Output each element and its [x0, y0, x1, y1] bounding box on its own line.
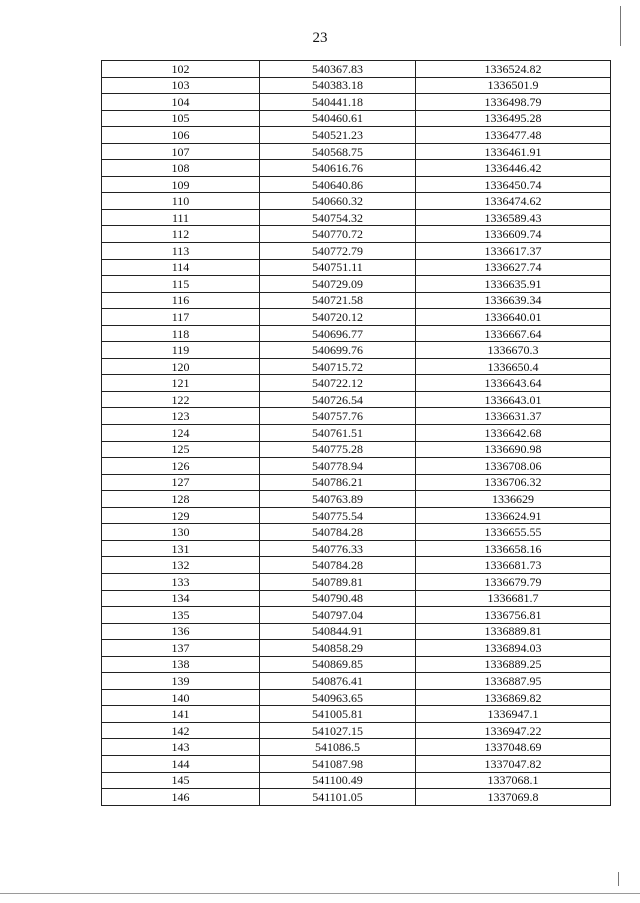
x-coordinate-cell: 540786.21 — [260, 474, 416, 491]
x-coordinate-cell: 541005.81 — [260, 706, 416, 723]
y-coordinate-cell: 1336627.74 — [416, 259, 611, 276]
point-number-cell: 131 — [102, 540, 260, 557]
y-coordinate-cell: 1336679.79 — [416, 573, 611, 590]
y-coordinate-cell: 1336495.28 — [416, 110, 611, 127]
table-row — [102, 789, 611, 806]
x-coordinate-cell: 540776.33 — [260, 540, 416, 557]
point-number-cell: 118 — [102, 325, 260, 342]
table-row — [102, 358, 611, 375]
y-coordinate-cell: 1336643.01 — [416, 391, 611, 408]
page-number: 23 — [312, 30, 328, 46]
table-row — [102, 607, 611, 624]
table-row — [102, 573, 611, 590]
scan-mark-right-top — [620, 6, 621, 46]
x-coordinate-cell: 540751.11 — [260, 259, 416, 276]
x-coordinate-cell: 540460.61 — [260, 110, 416, 127]
x-coordinate-cell: 540699.76 — [260, 342, 416, 359]
table-row — [102, 193, 611, 210]
table-row — [102, 342, 611, 359]
y-coordinate-cell: 1336474.62 — [416, 193, 611, 210]
table-row — [102, 160, 611, 177]
x-coordinate-cell: 540844.91 — [260, 623, 416, 640]
table-row — [102, 706, 611, 723]
y-coordinate-cell: 1336609.74 — [416, 226, 611, 243]
x-coordinate-cell: 540763.89 — [260, 491, 416, 508]
table-row — [102, 458, 611, 475]
y-coordinate-cell: 1336889.25 — [416, 656, 611, 673]
table-row — [102, 259, 611, 276]
table-row — [102, 739, 611, 756]
table-row — [102, 474, 611, 491]
y-coordinate-cell: 1337048.69 — [416, 739, 611, 756]
point-number-cell: 115 — [102, 276, 260, 293]
table-row — [102, 441, 611, 458]
y-coordinate-cell: 1337068.1 — [416, 772, 611, 789]
table-row — [102, 61, 611, 78]
point-number-cell: 132 — [102, 557, 260, 574]
table-row — [102, 491, 611, 508]
y-coordinate-cell: 1336498.79 — [416, 94, 611, 111]
point-number-cell: 105 — [102, 110, 260, 127]
point-number-cell: 107 — [102, 143, 260, 160]
point-number-cell: 110 — [102, 193, 260, 210]
x-coordinate-cell: 541100.49 — [260, 772, 416, 789]
y-coordinate-cell: 1336947.22 — [416, 722, 611, 739]
y-coordinate-cell: 1336446.42 — [416, 160, 611, 177]
x-coordinate-cell: 540726.54 — [260, 391, 416, 408]
point-number-cell: 134 — [102, 590, 260, 607]
x-coordinate-cell: 540797.04 — [260, 607, 416, 624]
y-coordinate-cell: 1336629 — [416, 491, 611, 508]
point-number-cell: 141 — [102, 706, 260, 723]
table-row — [102, 292, 611, 309]
y-coordinate-cell: 1336642.68 — [416, 425, 611, 442]
table-row — [102, 507, 611, 524]
y-coordinate-cell: 1336658.16 — [416, 540, 611, 557]
point-number-cell: 139 — [102, 673, 260, 690]
x-coordinate-cell: 541027.15 — [260, 722, 416, 739]
x-coordinate-cell: 540963.65 — [260, 689, 416, 706]
y-coordinate-cell: 1336889.81 — [416, 623, 611, 640]
x-coordinate-cell: 540790.48 — [260, 590, 416, 607]
table-row — [102, 623, 611, 640]
table-row — [102, 772, 611, 789]
x-coordinate-cell: 540757.76 — [260, 408, 416, 425]
point-number-cell: 144 — [102, 755, 260, 772]
y-coordinate-cell: 1336690.98 — [416, 441, 611, 458]
table-row — [102, 524, 611, 541]
y-coordinate-cell: 1336524.82 — [416, 61, 611, 78]
table-row — [102, 325, 611, 342]
table-row — [102, 375, 611, 392]
point-number-cell: 130 — [102, 524, 260, 541]
point-number-cell: 137 — [102, 640, 260, 657]
y-coordinate-cell: 1336947.1 — [416, 706, 611, 723]
y-coordinate-cell: 1336617.37 — [416, 243, 611, 260]
y-coordinate-cell: 1336501.9 — [416, 77, 611, 94]
point-number-cell: 135 — [102, 607, 260, 624]
point-number-cell: 106 — [102, 127, 260, 144]
table-row — [102, 408, 611, 425]
table-row — [102, 590, 611, 607]
table-row — [102, 143, 611, 160]
x-coordinate-cell: 540789.81 — [260, 573, 416, 590]
table-row — [102, 77, 611, 94]
x-coordinate-cell: 540784.28 — [260, 557, 416, 574]
y-coordinate-cell: 1336670.3 — [416, 342, 611, 359]
point-number-cell: 129 — [102, 507, 260, 524]
y-coordinate-cell: 1336655.55 — [416, 524, 611, 541]
point-number-cell: 126 — [102, 458, 260, 475]
table-row — [102, 94, 611, 111]
y-coordinate-cell: 1336887.95 — [416, 673, 611, 690]
bottom-edge-line — [0, 893, 640, 894]
x-coordinate-cell: 540715.72 — [260, 358, 416, 375]
point-number-cell: 113 — [102, 243, 260, 260]
point-number-cell: 117 — [102, 309, 260, 326]
x-coordinate-cell: 540869.85 — [260, 656, 416, 673]
y-coordinate-cell: 1336756.81 — [416, 607, 611, 624]
y-coordinate-cell: 1337069.8 — [416, 789, 611, 806]
table-row — [102, 127, 611, 144]
y-coordinate-cell: 1337047.82 — [416, 755, 611, 772]
y-coordinate-cell: 1336650.4 — [416, 358, 611, 375]
x-coordinate-cell: 540754.32 — [260, 209, 416, 226]
table-row — [102, 243, 611, 260]
table-row — [102, 391, 611, 408]
y-coordinate-cell: 1336450.74 — [416, 176, 611, 193]
y-coordinate-cell: 1336681.7 — [416, 590, 611, 607]
table-row — [102, 557, 611, 574]
point-number-cell: 111 — [102, 209, 260, 226]
coordinates-table-body — [102, 61, 611, 806]
y-coordinate-cell: 1336635.91 — [416, 276, 611, 293]
x-coordinate-cell: 540721.58 — [260, 292, 416, 309]
x-coordinate-cell: 541086.5 — [260, 739, 416, 756]
table-row — [102, 722, 611, 739]
y-coordinate-cell: 1336589.43 — [416, 209, 611, 226]
x-coordinate-cell: 540770.72 — [260, 226, 416, 243]
x-coordinate-cell: 540729.09 — [260, 276, 416, 293]
x-coordinate-cell: 540876.41 — [260, 673, 416, 690]
point-number-cell: 125 — [102, 441, 260, 458]
table-row — [102, 176, 611, 193]
table-row — [102, 309, 611, 326]
y-coordinate-cell: 1336461.91 — [416, 143, 611, 160]
x-coordinate-cell: 540772.79 — [260, 243, 416, 260]
point-number-cell: 142 — [102, 722, 260, 739]
point-number-cell: 121 — [102, 375, 260, 392]
y-coordinate-cell: 1336706.32 — [416, 474, 611, 491]
table-row — [102, 110, 611, 127]
point-number-cell: 138 — [102, 656, 260, 673]
point-number-cell: 108 — [102, 160, 260, 177]
y-coordinate-cell: 1336708.06 — [416, 458, 611, 475]
x-coordinate-cell: 540441.18 — [260, 94, 416, 111]
point-number-cell: 122 — [102, 391, 260, 408]
table-row — [102, 656, 611, 673]
x-coordinate-cell: 541101.05 — [260, 789, 416, 806]
x-coordinate-cell: 540521.23 — [260, 127, 416, 144]
point-number-cell: 133 — [102, 573, 260, 590]
point-number-cell: 140 — [102, 689, 260, 706]
table-row — [102, 209, 611, 226]
y-coordinate-cell: 1336667.64 — [416, 325, 611, 342]
x-coordinate-cell: 540696.77 — [260, 325, 416, 342]
point-number-cell: 136 — [102, 623, 260, 640]
x-coordinate-cell: 540367.83 — [260, 61, 416, 78]
x-coordinate-cell: 540660.32 — [260, 193, 416, 210]
x-coordinate-cell: 541087.98 — [260, 755, 416, 772]
x-coordinate-cell: 540383.18 — [260, 77, 416, 94]
scan-mark-right-bottom — [618, 872, 619, 886]
y-coordinate-cell: 1336624.91 — [416, 507, 611, 524]
table-row — [102, 640, 611, 657]
x-coordinate-cell: 540775.54 — [260, 507, 416, 524]
y-coordinate-cell: 1336477.48 — [416, 127, 611, 144]
x-coordinate-cell: 540858.29 — [260, 640, 416, 657]
x-coordinate-cell: 540784.28 — [260, 524, 416, 541]
point-number-cell: 114 — [102, 259, 260, 276]
point-number-cell: 127 — [102, 474, 260, 491]
table-row — [102, 755, 611, 772]
x-coordinate-cell: 540778.94 — [260, 458, 416, 475]
point-number-cell: 123 — [102, 408, 260, 425]
point-number-cell: 109 — [102, 176, 260, 193]
table-row — [102, 689, 611, 706]
point-number-cell: 103 — [102, 77, 260, 94]
point-number-cell: 128 — [102, 491, 260, 508]
point-number-cell: 143 — [102, 739, 260, 756]
y-coordinate-cell: 1336640.01 — [416, 309, 611, 326]
x-coordinate-cell: 540568.75 — [260, 143, 416, 160]
y-coordinate-cell: 1336869.82 — [416, 689, 611, 706]
point-number-cell: 145 — [102, 772, 260, 789]
point-number-cell: 146 — [102, 789, 260, 806]
table-row — [102, 673, 611, 690]
coordinates-table — [101, 60, 611, 806]
y-coordinate-cell: 1336631.37 — [416, 408, 611, 425]
point-number-cell: 120 — [102, 358, 260, 375]
table-row — [102, 425, 611, 442]
point-number-cell: 124 — [102, 425, 260, 442]
table-row — [102, 276, 611, 293]
point-number-cell: 119 — [102, 342, 260, 359]
x-coordinate-cell: 540640.86 — [260, 176, 416, 193]
point-number-cell: 116 — [102, 292, 260, 309]
y-coordinate-cell: 1336894.03 — [416, 640, 611, 657]
x-coordinate-cell: 540720.12 — [260, 309, 416, 326]
point-number-cell: 112 — [102, 226, 260, 243]
table-row — [102, 226, 611, 243]
y-coordinate-cell: 1336639.34 — [416, 292, 611, 309]
x-coordinate-cell: 540616.76 — [260, 160, 416, 177]
x-coordinate-cell: 540775.28 — [260, 441, 416, 458]
x-coordinate-cell: 540722.12 — [260, 375, 416, 392]
y-coordinate-cell: 1336643.64 — [416, 375, 611, 392]
point-number-cell: 102 — [102, 61, 260, 78]
table-row — [102, 540, 611, 557]
point-number-cell: 104 — [102, 94, 260, 111]
x-coordinate-cell: 540761.51 — [260, 425, 416, 442]
y-coordinate-cell: 1336681.73 — [416, 557, 611, 574]
